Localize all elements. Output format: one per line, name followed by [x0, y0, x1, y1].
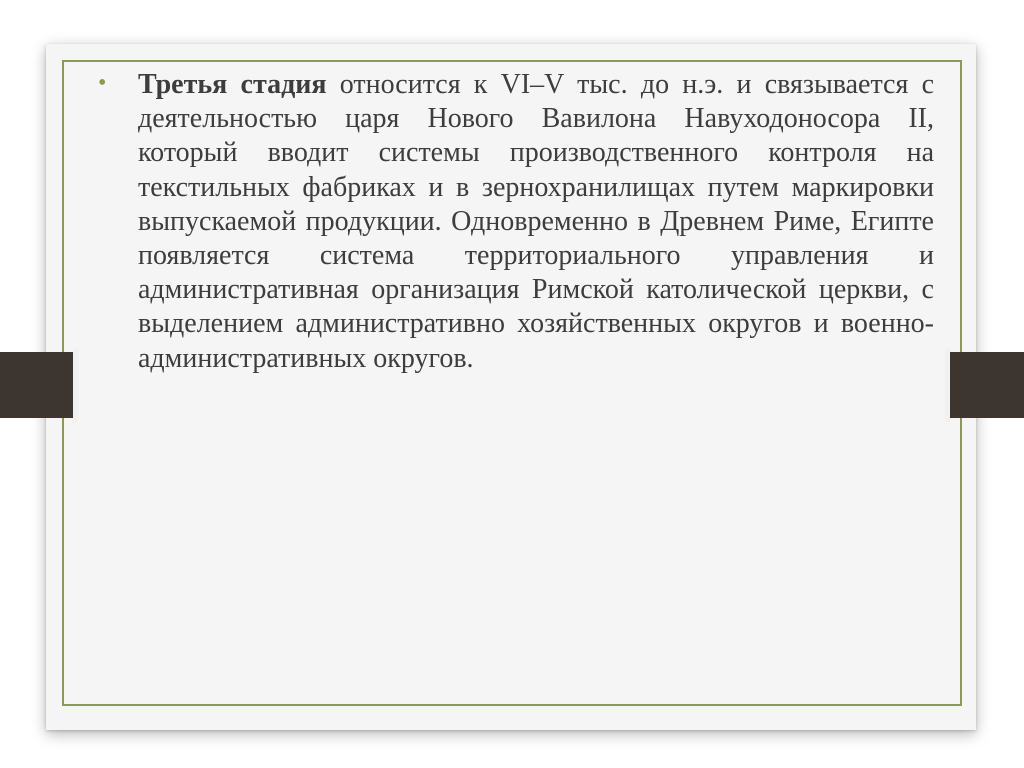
right-ribbon-edge — [945, 348, 950, 422]
left-ribbon-edge — [73, 348, 78, 422]
bullet-paragraph — [98, 68, 934, 376]
paragraph-body-text: относится к VI–V тыс. до н.э. и связывается с деятельностью царя Нового Вавилона Навуходоносора II, который вводит системы производственного контроля на текстильных фабриках и в зернохранилищах путем маркировки выпускаемой продукции. Одновременно в Древнем Риме, Египте появляется система территориального управления и административная организация Римской католической церкви, с выделением административно хозяйственных округов и военно-административных округов. — [138, 69, 934, 374]
bold-lead-text: Третья стадия — [138, 69, 327, 100]
slide-content — [98, 68, 934, 376]
left-ribbon-band — [0, 352, 76, 418]
right-ribbon-band — [948, 352, 1024, 418]
bullet-icon: • — [98, 70, 107, 96]
